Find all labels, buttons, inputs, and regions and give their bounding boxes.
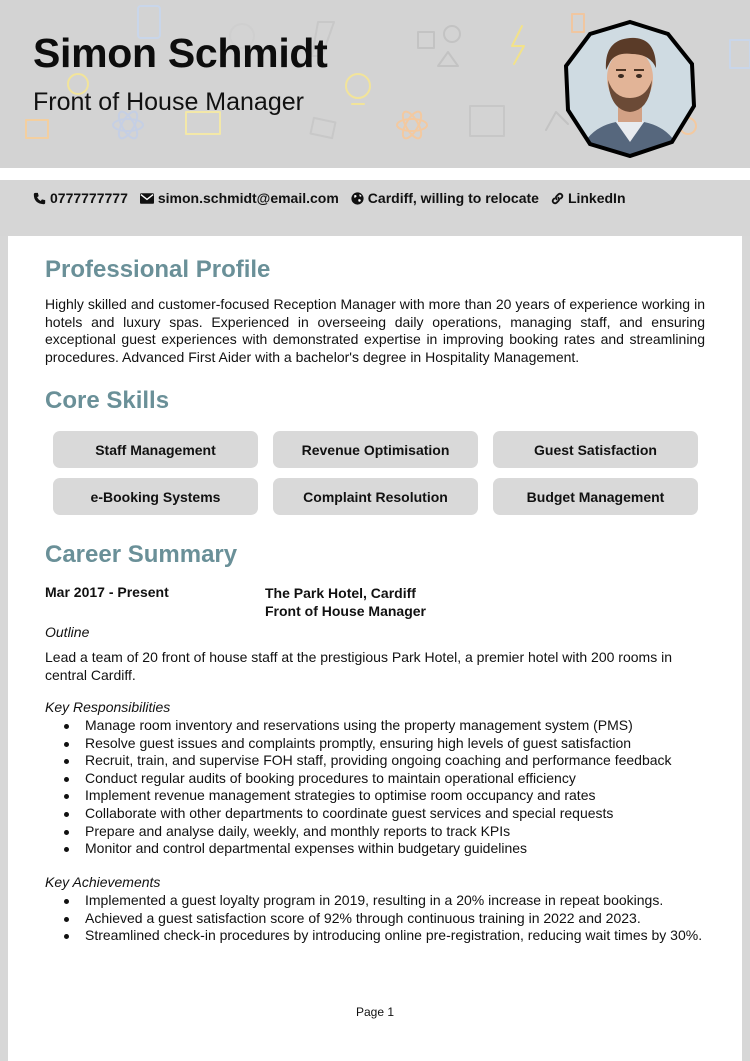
- page-number: Page 1: [355, 1005, 395, 1019]
- phone-text: 0777777777: [50, 190, 128, 206]
- skills-grid: [53, 431, 698, 515]
- outline-label: Outline: [45, 624, 90, 640]
- globe-icon: [351, 192, 364, 205]
- job-employer: [265, 584, 426, 620]
- person-portrait-icon: [560, 18, 700, 158]
- contact-bar: [0, 180, 750, 236]
- list-item: Resolve guest issues and complaints promptly, ensuring high levels of guest satisfaction: [45, 735, 725, 753]
- location-text: Cardiff, willing to relocate: [367, 190, 539, 206]
- list-item: Streamlined check-in procedures by introducing online pre-registration, reducing wait times by 30%.: [45, 927, 725, 945]
- list-item: Implemented a guest loyalty program in 2019, resulting in a 20% increase in repeat bookings.: [45, 892, 725, 910]
- list-item: Collaborate with other departments to coordinate guest services and special requests: [45, 805, 725, 823]
- phone-icon: [33, 192, 46, 205]
- skills-heading: Core Skills: [45, 387, 170, 414]
- skill-badge: Guest Satisfaction: [493, 431, 698, 468]
- skill-badge: Revenue Optimisation: [273, 431, 478, 468]
- link-icon: [551, 192, 564, 205]
- header-divider: [0, 168, 750, 180]
- contact-location: [351, 190, 539, 206]
- achievements-label: Key Achievements: [45, 874, 161, 890]
- profile-photo: [560, 18, 700, 158]
- job-dates: Mar 2017 - Present: [45, 584, 169, 600]
- list-item: Implement revenue management strategies to optimise room occupancy and rates: [45, 787, 725, 805]
- list-item: Prepare and analyse daily, weekly, and monthly reports to track KPIs: [45, 823, 725, 841]
- resume-header: [0, 0, 750, 168]
- skill-badge: Staff Management: [53, 431, 258, 468]
- skill-badge: e-Booking Systems: [53, 478, 258, 515]
- job-role: Front of House Manager: [265, 603, 427, 619]
- email-icon: [140, 193, 154, 204]
- responsibilities-list: [45, 717, 725, 858]
- email-text: simon.schmidt@email.com: [157, 190, 339, 206]
- candidate-title: Front of House Manager: [33, 88, 304, 116]
- career-heading: Career Summary: [45, 541, 238, 568]
- list-item: Achieved a guest satisfaction score of 92% through continuous training in 2022 and 2023.: [45, 910, 725, 928]
- profile-heading: Professional Profile: [45, 256, 271, 283]
- list-item: Conduct regular audits of booking procedures to maintain operational efficiency: [45, 770, 725, 788]
- contact-email[interactable]: [140, 190, 339, 206]
- linkedin-text: LinkedIn: [567, 190, 626, 206]
- outline-text: Lead a team of 20 front of house staff at the prestigious Park Hotel, a premier hotel with 200 rooms in central Cardiff.: [45, 649, 672, 683]
- list-item: Monitor and control departmental expenses within budgetary guidelines: [45, 840, 725, 858]
- candidate-name: Simon Schmidt: [33, 30, 328, 76]
- list-item: Manage room inventory and reservations using the property management system (PMS): [45, 717, 725, 735]
- responsibilities-label: Key Responsibilities: [45, 699, 171, 715]
- achievements-list: [45, 892, 725, 945]
- contact-phone[interactable]: [33, 190, 128, 206]
- skill-badge: Complaint Resolution: [273, 478, 478, 515]
- contact-linkedin[interactable]: [551, 190, 626, 206]
- resume-page: [8, 236, 742, 1061]
- job-company: The Park Hotel, Cardiff: [265, 585, 416, 601]
- skill-badge: Budget Management: [493, 478, 698, 515]
- list-item: Recruit, train, and supervise FOH staff, providing ongoing coaching and performance feedback: [45, 752, 725, 770]
- profile-text: Highly skilled and customer-focused Reception Manager with more than 20 years of experience working in hotels and luxury spas. Experienced in overseeing daily operations, managing staff, and ensuring exceptional guest experiences with demonstrated expertise in improving booking rates and streamlining procedures. Advanced First Aider with a bachelor's degree in Hospitality Management.: [45, 296, 705, 365]
